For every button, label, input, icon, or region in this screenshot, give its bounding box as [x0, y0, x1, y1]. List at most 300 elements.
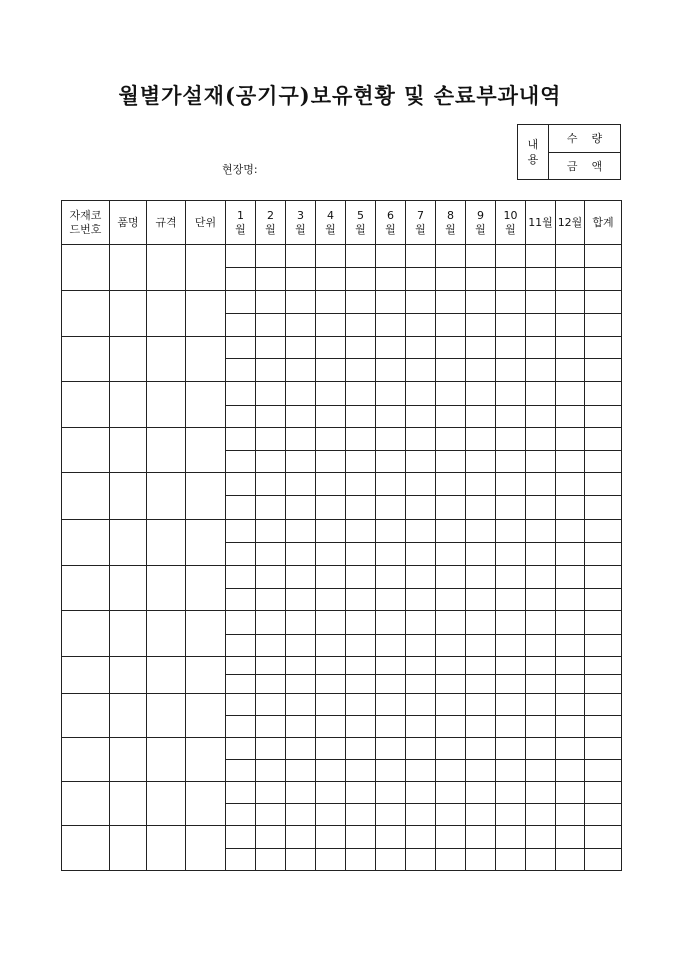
amount-cell	[226, 542, 256, 565]
item-info-cell	[62, 382, 110, 427]
quantity-cell	[346, 782, 376, 804]
amount-cell	[256, 450, 286, 472]
amount-cell	[526, 589, 556, 611]
quantity-cell	[256, 826, 286, 848]
quantity-cell	[256, 291, 286, 313]
amount-cell	[316, 450, 346, 472]
amount-cell	[526, 405, 556, 427]
item-info-cell	[186, 611, 226, 656]
item-info-cell	[147, 826, 186, 871]
item-info-cell	[62, 656, 110, 693]
amount-cell	[466, 268, 496, 291]
amount-cell	[585, 804, 622, 826]
amount-cell	[526, 542, 556, 565]
column-header: 1 월	[226, 201, 256, 245]
quantity-cell	[496, 826, 526, 848]
quantity-cell	[316, 782, 346, 804]
item-info-cell	[110, 245, 147, 291]
quantity-cell	[256, 782, 286, 804]
table-row	[62, 427, 622, 450]
quantity-cell	[376, 336, 406, 358]
quantity-cell	[585, 336, 622, 358]
amount-cell	[466, 405, 496, 427]
amount-cell	[226, 804, 256, 826]
quantity-cell	[376, 566, 406, 589]
item-info-cell	[147, 611, 186, 656]
amount-cell	[496, 496, 526, 519]
amount-cell	[316, 496, 346, 519]
quantity-cell	[406, 566, 436, 589]
quantity-cell	[376, 826, 406, 848]
quantity-cell	[436, 245, 466, 268]
quantity-cell	[316, 566, 346, 589]
amount-cell	[226, 405, 256, 427]
column-header: 4 월	[316, 201, 346, 245]
quantity-cell	[346, 737, 376, 759]
column-header: 7 월	[406, 201, 436, 245]
column-header: 8 월	[436, 201, 466, 245]
quantity-cell	[226, 473, 256, 496]
amount-cell	[496, 313, 526, 336]
amount-cell	[226, 359, 256, 382]
item-info-cell	[147, 782, 186, 826]
column-header: 6 월	[376, 201, 406, 245]
quantity-cell	[286, 473, 316, 496]
amount-cell	[526, 496, 556, 519]
item-info-cell	[110, 782, 147, 826]
item-info-cell	[62, 566, 110, 611]
quantity-cell	[436, 656, 466, 674]
item-info-cell	[147, 656, 186, 693]
amount-cell	[466, 496, 496, 519]
quantity-cell	[226, 782, 256, 804]
quantity-cell	[376, 245, 406, 268]
amount-cell	[286, 675, 316, 694]
table-row	[62, 566, 622, 589]
amount-cell	[226, 313, 256, 336]
quantity-cell	[406, 694, 436, 716]
quantity-cell	[585, 245, 622, 268]
amount-cell	[226, 450, 256, 472]
quantity-cell	[466, 694, 496, 716]
quantity-cell	[526, 737, 556, 759]
quantity-cell	[436, 519, 466, 542]
quantity-cell	[316, 291, 346, 313]
quantity-cell	[526, 473, 556, 496]
quantity-cell	[466, 826, 496, 848]
amount-cell	[346, 359, 376, 382]
amount-cell	[346, 496, 376, 519]
amount-cell	[406, 759, 436, 781]
amount-cell	[466, 804, 496, 826]
quantity-cell	[316, 473, 346, 496]
quantity-cell	[406, 336, 436, 358]
amount-cell	[436, 589, 466, 611]
quantity-cell	[256, 382, 286, 405]
amount-cell	[346, 848, 376, 870]
quantity-cell	[226, 737, 256, 759]
quantity-cell	[496, 656, 526, 674]
amount-cell	[226, 848, 256, 870]
quantity-cell	[406, 519, 436, 542]
item-info-cell	[62, 737, 110, 781]
legend-group-label: 내 용	[518, 125, 549, 180]
quantity-cell	[346, 826, 376, 848]
amount-cell	[526, 716, 556, 737]
amount-cell	[226, 759, 256, 781]
amount-cell	[376, 405, 406, 427]
amount-cell	[256, 634, 286, 656]
quantity-cell	[585, 566, 622, 589]
amount-cell	[376, 759, 406, 781]
amount-cell	[376, 542, 406, 565]
item-info-cell	[186, 382, 226, 427]
amount-cell	[585, 313, 622, 336]
amount-cell	[585, 716, 622, 737]
quantity-cell	[526, 336, 556, 358]
quantity-cell	[286, 245, 316, 268]
quantity-cell	[286, 291, 316, 313]
quantity-cell	[556, 473, 585, 496]
quantity-cell	[256, 694, 286, 716]
quantity-cell	[316, 382, 346, 405]
amount-cell	[226, 589, 256, 611]
item-info-cell	[186, 291, 226, 336]
quantity-cell	[526, 826, 556, 848]
quantity-cell	[556, 427, 585, 450]
amount-cell	[526, 634, 556, 656]
amount-cell	[496, 716, 526, 737]
item-info-cell	[110, 382, 147, 427]
column-header: 규격	[147, 201, 186, 245]
quantity-cell	[466, 382, 496, 405]
quantity-cell	[526, 694, 556, 716]
quantity-cell	[466, 566, 496, 589]
quantity-cell	[526, 782, 556, 804]
amount-cell	[496, 542, 526, 565]
quantity-cell	[436, 782, 466, 804]
quantity-cell	[316, 737, 346, 759]
amount-cell	[286, 268, 316, 291]
amount-cell	[376, 359, 406, 382]
quantity-cell	[226, 427, 256, 450]
item-info-cell	[186, 473, 226, 519]
quantity-cell	[496, 737, 526, 759]
quantity-cell	[376, 473, 406, 496]
quantity-cell	[466, 737, 496, 759]
amount-cell	[346, 634, 376, 656]
quantity-cell	[256, 473, 286, 496]
amount-cell	[585, 405, 622, 427]
amount-cell	[316, 313, 346, 336]
item-info-cell	[62, 427, 110, 472]
quantity-cell	[436, 336, 466, 358]
amount-cell	[286, 804, 316, 826]
amount-cell	[286, 589, 316, 611]
quantity-cell	[585, 782, 622, 804]
amount-cell	[286, 359, 316, 382]
amount-cell	[346, 675, 376, 694]
item-info-cell	[62, 611, 110, 656]
amount-cell	[556, 268, 585, 291]
amount-cell	[585, 589, 622, 611]
item-info-cell	[186, 519, 226, 565]
quantity-cell	[286, 336, 316, 358]
column-header: 9 월	[466, 201, 496, 245]
amount-cell	[556, 716, 585, 737]
item-info-cell	[186, 566, 226, 611]
quantity-cell	[436, 291, 466, 313]
amount-cell	[526, 268, 556, 291]
quantity-cell	[376, 427, 406, 450]
column-header: 5 월	[346, 201, 376, 245]
quantity-cell	[286, 782, 316, 804]
quantity-cell	[226, 611, 256, 634]
amount-cell	[256, 268, 286, 291]
item-info-cell	[147, 427, 186, 472]
amount-cell	[406, 589, 436, 611]
quantity-cell	[436, 826, 466, 848]
quantity-cell	[346, 473, 376, 496]
amount-cell	[496, 450, 526, 472]
quantity-cell	[316, 656, 346, 674]
quantity-cell	[436, 566, 466, 589]
table-row	[62, 245, 622, 268]
quantity-cell	[226, 245, 256, 268]
quantity-cell	[585, 826, 622, 848]
quantity-cell	[526, 291, 556, 313]
amount-cell	[256, 589, 286, 611]
item-info-cell	[62, 519, 110, 565]
amount-cell	[496, 804, 526, 826]
item-info-cell	[186, 694, 226, 737]
quantity-cell	[316, 611, 346, 634]
amount-cell	[286, 313, 316, 336]
quantity-cell	[496, 473, 526, 496]
amount-cell	[406, 716, 436, 737]
item-info-cell	[62, 291, 110, 336]
amount-cell	[256, 496, 286, 519]
amount-cell	[256, 359, 286, 382]
amount-cell	[316, 589, 346, 611]
amount-cell	[256, 848, 286, 870]
quantity-cell	[406, 291, 436, 313]
amount-cell	[286, 542, 316, 565]
amount-cell	[556, 589, 585, 611]
quantity-cell	[286, 694, 316, 716]
column-header: 12월	[556, 201, 585, 245]
quantity-cell	[466, 782, 496, 804]
amount-cell	[226, 675, 256, 694]
quantity-cell	[526, 382, 556, 405]
item-info-cell	[62, 336, 110, 381]
quantity-cell	[466, 336, 496, 358]
quantity-cell	[556, 382, 585, 405]
amount-cell	[286, 759, 316, 781]
quantity-cell	[226, 826, 256, 848]
quantity-cell	[376, 656, 406, 674]
amount-cell	[496, 268, 526, 291]
quantity-cell	[436, 427, 466, 450]
item-info-cell	[62, 782, 110, 826]
amount-cell	[406, 405, 436, 427]
amount-cell	[466, 589, 496, 611]
amount-cell	[376, 716, 406, 737]
amount-cell	[346, 542, 376, 565]
quantity-cell	[226, 382, 256, 405]
amount-cell	[585, 268, 622, 291]
amount-cell	[316, 542, 346, 565]
amount-cell	[556, 542, 585, 565]
item-info-cell	[110, 737, 147, 781]
quantity-cell	[226, 694, 256, 716]
table-body	[62, 245, 622, 871]
amount-cell	[436, 804, 466, 826]
quantity-cell	[226, 566, 256, 589]
amount-cell	[436, 268, 466, 291]
amount-cell	[316, 848, 346, 870]
amount-cell	[556, 313, 585, 336]
amount-cell	[556, 496, 585, 519]
quantity-cell	[256, 245, 286, 268]
quantity-cell	[346, 566, 376, 589]
quantity-cell	[496, 427, 526, 450]
amount-cell	[376, 313, 406, 336]
quantity-cell	[406, 245, 436, 268]
quantity-cell	[286, 826, 316, 848]
quantity-cell	[496, 245, 526, 268]
quantity-cell	[376, 382, 406, 405]
item-info-cell	[110, 566, 147, 611]
amount-cell	[436, 450, 466, 472]
quantity-cell	[556, 611, 585, 634]
quantity-cell	[496, 566, 526, 589]
quantity-cell	[286, 519, 316, 542]
amount-cell	[256, 759, 286, 781]
amount-cell	[585, 634, 622, 656]
quantity-cell	[585, 694, 622, 716]
quantity-cell	[556, 694, 585, 716]
table-row	[62, 473, 622, 496]
amount-cell	[436, 359, 466, 382]
table-row	[62, 336, 622, 358]
quantity-cell	[466, 519, 496, 542]
item-info-cell	[147, 519, 186, 565]
quantity-cell	[466, 473, 496, 496]
amount-cell	[436, 716, 466, 737]
column-header: 2 월	[256, 201, 286, 245]
quantity-cell	[556, 826, 585, 848]
amount-cell	[526, 675, 556, 694]
quantity-cell	[466, 611, 496, 634]
amount-cell	[316, 405, 346, 427]
legend-amount: 금액	[549, 152, 621, 180]
amount-cell	[436, 313, 466, 336]
quantity-cell	[346, 382, 376, 405]
quantity-cell	[286, 566, 316, 589]
amount-cell	[406, 268, 436, 291]
item-info-cell	[147, 473, 186, 519]
amount-cell	[376, 589, 406, 611]
quantity-cell	[526, 656, 556, 674]
amount-cell	[526, 804, 556, 826]
amount-cell	[256, 716, 286, 737]
quantity-cell	[556, 291, 585, 313]
amount-cell	[376, 634, 406, 656]
amount-cell	[376, 848, 406, 870]
quantity-cell	[406, 737, 436, 759]
quantity-cell	[436, 611, 466, 634]
site-name-label: 현장명:	[222, 163, 258, 176]
amount-cell	[376, 675, 406, 694]
amount-cell	[346, 268, 376, 291]
amount-cell	[286, 405, 316, 427]
quantity-cell	[585, 519, 622, 542]
quantity-cell	[226, 656, 256, 674]
quantity-cell	[346, 611, 376, 634]
amount-cell	[256, 313, 286, 336]
item-info-cell	[186, 427, 226, 472]
inventory-table	[61, 200, 622, 871]
quantity-cell	[376, 694, 406, 716]
amount-cell	[406, 804, 436, 826]
item-info-cell	[62, 245, 110, 291]
amount-cell	[496, 675, 526, 694]
quantity-cell	[346, 694, 376, 716]
amount-cell	[556, 848, 585, 870]
quantity-cell	[585, 382, 622, 405]
quantity-cell	[585, 291, 622, 313]
quantity-cell	[406, 427, 436, 450]
amount-cell	[556, 359, 585, 382]
quantity-cell	[496, 291, 526, 313]
amount-cell	[256, 542, 286, 565]
quantity-cell	[556, 782, 585, 804]
amount-cell	[556, 759, 585, 781]
amount-cell	[585, 496, 622, 519]
amount-cell	[436, 759, 466, 781]
amount-cell	[526, 759, 556, 781]
quantity-cell	[226, 291, 256, 313]
quantity-cell	[226, 336, 256, 358]
quantity-cell	[376, 519, 406, 542]
item-info-cell	[147, 245, 186, 291]
quantity-cell	[436, 694, 466, 716]
quantity-cell	[466, 245, 496, 268]
amount-cell	[526, 450, 556, 472]
quantity-cell	[526, 519, 556, 542]
amount-cell	[585, 542, 622, 565]
quantity-cell	[376, 611, 406, 634]
quantity-cell	[436, 473, 466, 496]
quantity-cell	[346, 291, 376, 313]
table-row	[62, 826, 622, 848]
item-info-cell	[62, 826, 110, 871]
item-info-cell	[110, 519, 147, 565]
quantity-cell	[585, 611, 622, 634]
quantity-cell	[406, 611, 436, 634]
amount-cell	[466, 450, 496, 472]
amount-cell	[585, 675, 622, 694]
amount-cell	[316, 716, 346, 737]
amount-cell	[466, 359, 496, 382]
amount-cell	[585, 359, 622, 382]
quantity-cell	[496, 382, 526, 405]
amount-cell	[496, 759, 526, 781]
quantity-cell	[496, 694, 526, 716]
amount-cell	[436, 675, 466, 694]
quantity-cell	[556, 245, 585, 268]
